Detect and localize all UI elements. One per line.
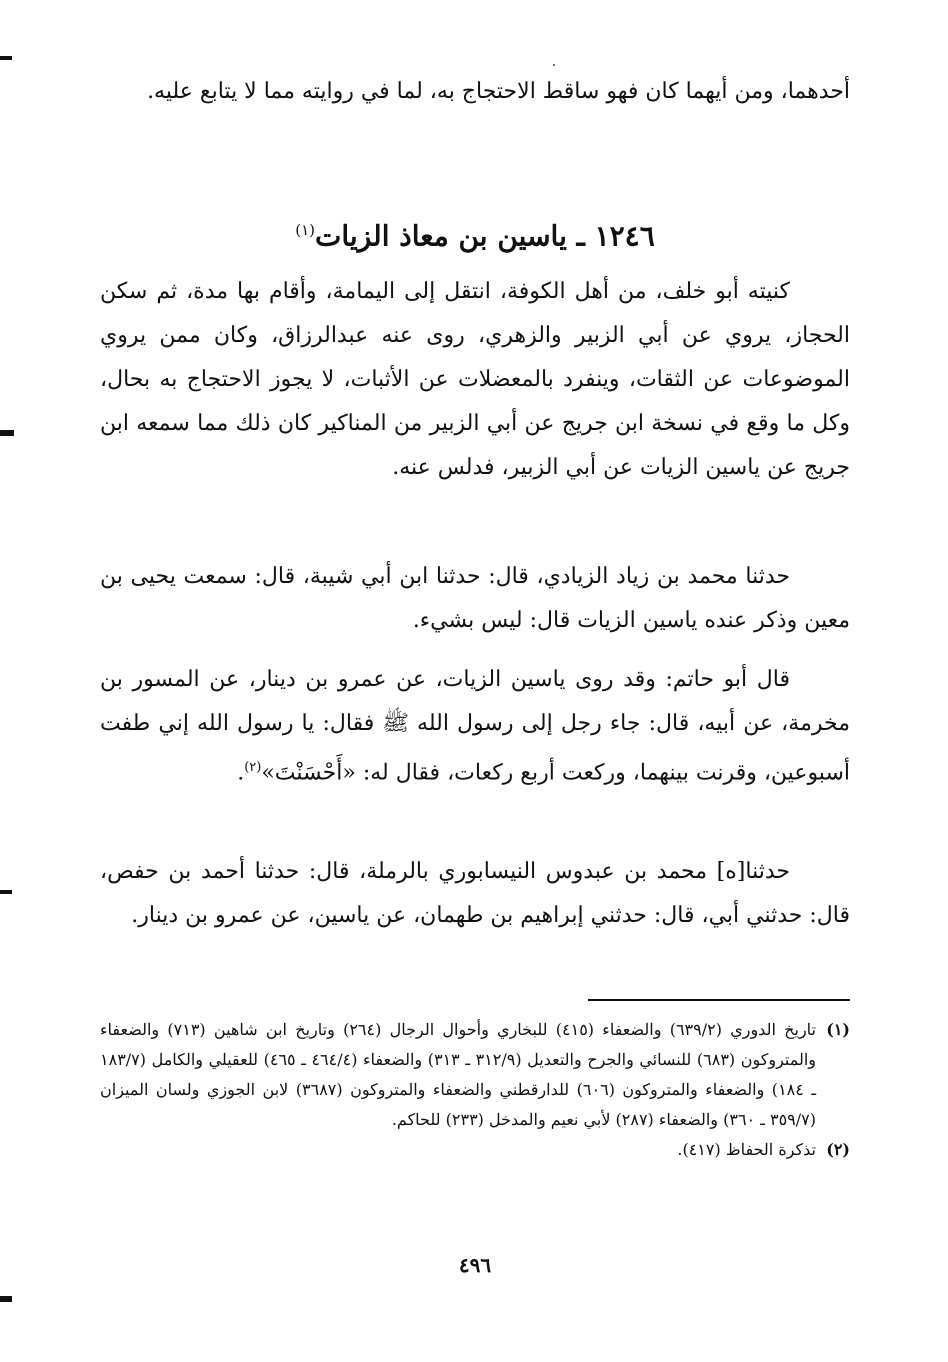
entry-title bbox=[100, 210, 850, 256]
bio-text: كنيته أبو خلف، من أهل الكوفة، انتقل إلى اليمامة، وأقام بها مدة، ثم سكن الحجاز، يروي عن أبي الزبير والزهري، روى عنه عبدالرزاق، وكان ممن يروي الموضوعات عن الثقات، وينفرد بالمعضلات عن الأثبات، لا يجوز الاحتجاج به بحال، وكل ما وقع في نسخة ابن جريج عن أبي الزبير من المناكير كان ذلك مما سمعه ابن جريج عن ياسين الزيات عن أبي الزبير، فدلس عنه. bbox=[100, 279, 850, 480]
narration-2-body: قال أبو حاتم: وقد روى ياسين الزيات، عن عمرو بن دينار، عن المسور بن مخرمة، عن أبيه، قال: جاء رجل إلى رسول الله ﷺ فقال: يا رسول الله إني طفت أسبوعين، وقرنت بينهما، وركعت أربع ركعات، فقال له: «أَحْسَنْتَ» bbox=[100, 667, 850, 786]
narration-1-paragraph bbox=[100, 555, 850, 643]
footnotes bbox=[100, 1015, 850, 1165]
narration-2-paragraph bbox=[100, 658, 850, 795]
footnote-number: (٢) bbox=[826, 1140, 850, 1159]
footnote-2 bbox=[100, 1135, 850, 1165]
narration-1-text: حدثنا محمد بن زياد الزيادي، قال: حدثنا ابن أبي شيبة، قال: سمعت يحيى بن معين وذكر عنده ياسين الزيات قال: ليس بشيء. bbox=[100, 564, 850, 633]
bio-paragraph bbox=[100, 270, 850, 490]
footnote-text: تذكرة الحفاظ (٤١٧). bbox=[677, 1140, 816, 1159]
entry-title-text: ١٢٤٦ ـ ياسين بن معاذ الزيات bbox=[315, 219, 655, 253]
footnote-number: (١) bbox=[826, 1020, 850, 1039]
narration-2-end: . bbox=[237, 760, 245, 786]
intro-text: أحدهما، ومن أيهما كان فهو ساقط الاحتجاج به، لما في روايته مما لا يتابع عليه. bbox=[147, 79, 850, 104]
footnote-1 bbox=[100, 1015, 850, 1135]
narration-3-text: حدثنا[ه] محمد بن عبدوس النيسابوري بالرملة، قال: حدثنا أحمد بن حفص، قال: حدثني أبي، قال: حدثني إبراهيم بن طهمان، عن ياسين، عن عمرو بن دينار. bbox=[100, 859, 850, 928]
margin-mark bbox=[0, 430, 14, 436]
margin-mark bbox=[0, 1296, 12, 1302]
narration-3-paragraph bbox=[100, 850, 850, 938]
page-number: ٤٩٦ bbox=[458, 1253, 492, 1277]
scan-speck bbox=[553, 64, 555, 66]
margin-mark bbox=[0, 56, 12, 60]
document-page bbox=[100, 70, 850, 1332]
title-footnote-ref: (١) bbox=[295, 221, 316, 239]
margin-mark bbox=[0, 890, 12, 894]
narration-2-footnote-ref: (٢) bbox=[244, 760, 262, 775]
intro-paragraph bbox=[100, 70, 850, 114]
narration-2-text bbox=[100, 658, 850, 795]
footnote-text: تاريخ الدوري (٦٣٩/٢) والضعفاء (٤١٥) للبخاري وأحوال الرجال (٢٦٤) وتاريخ ابن شاهين (٧١٣) والضعفاء والمتروكون (٦٨٣) للنسائي والجرح والتعديل (٣١٢/٩ ـ ٣١٣) والضعفاء (٤٦٤/٤ ـ ٤٦٥) للعقيلي والكامل (١٨٣/٧ ـ ١٨٤) والضعفاء والمتروكون (٦٠٦) للدارقطني والضعفاء والمتروكون (٣٦٨٧) لابن الجوزي ولسان الميزان (٣٥٩/٧ ـ ٣٦٠) والضعفاء (٢٨٧) لأبي نعيم والمدخل (٢٣٣) للحاكم. bbox=[100, 1020, 817, 1129]
footnote-separator bbox=[588, 999, 850, 1001]
